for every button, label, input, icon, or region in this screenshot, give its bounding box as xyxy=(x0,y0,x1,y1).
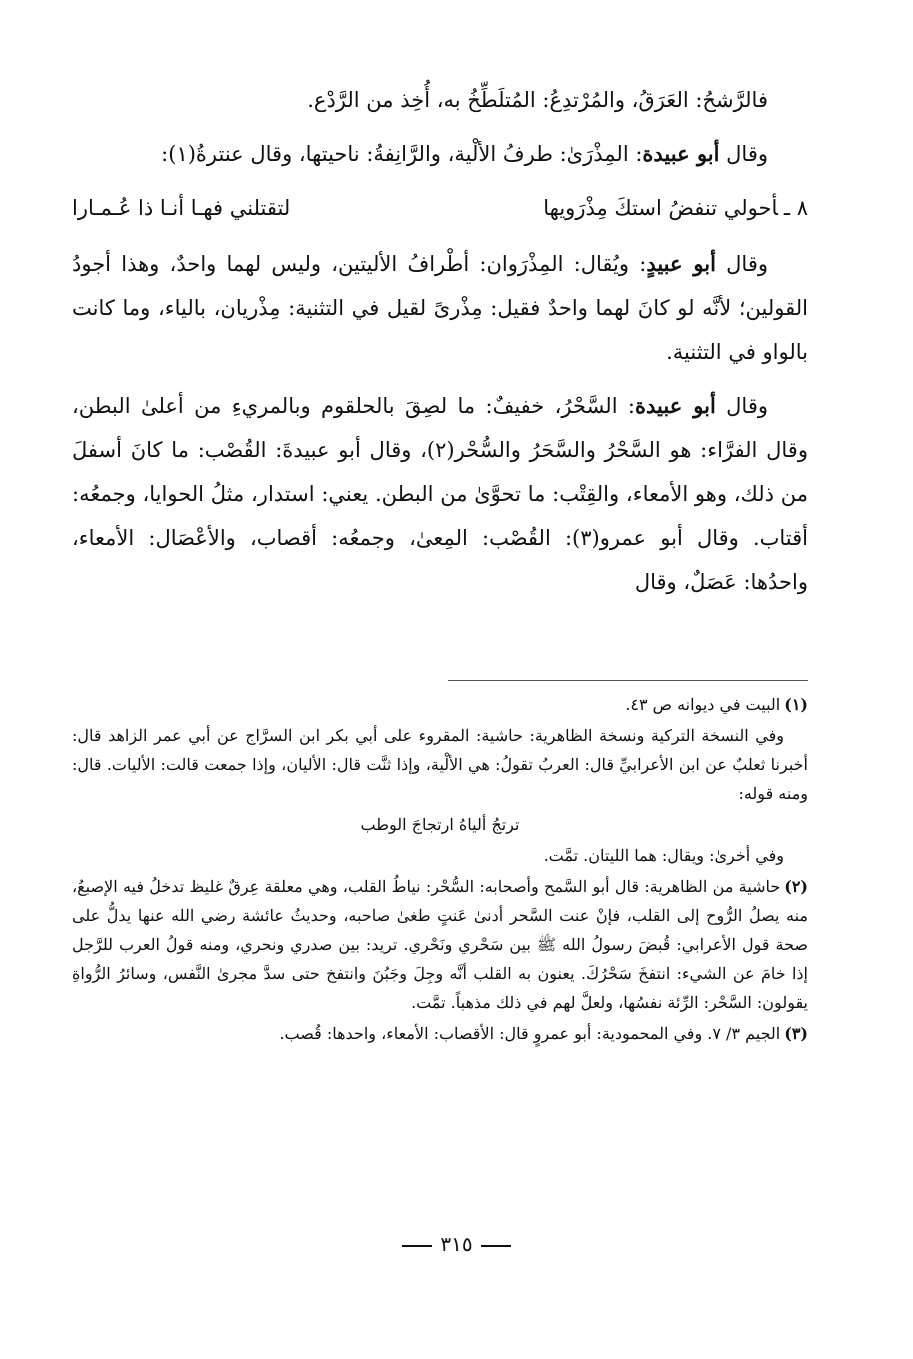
verse-number: ٨ ـ xyxy=(783,196,808,220)
footnote-text: الجيم ٣/ ٧. وفي المحمودية: أبو عمروٍ قال: الأقصاب: الأمعاء، واحدها: قُصب. xyxy=(279,1024,781,1043)
paragraph-text: فالرَّشحُ: العَرَقُ، والمُرْتدِعُ: المُتلَطِّخُ به، أُخِذ من الرَّدْع. xyxy=(307,88,768,112)
verse-first-hemistich xyxy=(543,186,808,230)
poetry-verse xyxy=(72,186,808,230)
footnote-1-continuation: وفي النسخة التركية ونسخة الظاهرية: حاشية: المقروء على أبي بكر ابن السرَّاج عن أبي عمر الزاهد قال: أخبرنا ثعلبٌ عن ابن الأعرابيِّ قال: العربُ تقولُ: هي الألْية، وإذا ثنَّت قال: الأليان، وإذا جمعت قالت: الأليات. قال: ومنه قوله: xyxy=(72,726,808,803)
footnote-verse: ترتجُ ألياهُ ارتجاجَ الوطب xyxy=(360,815,520,834)
footnote-number: (٢) xyxy=(784,877,808,896)
verse-second-hemistich: لتقتلني فهـا أنـا ذا عُـمـارا xyxy=(72,196,291,220)
page-number-dash xyxy=(402,1245,432,1247)
footnote-1-note: وفي أخرىٰ: ويقال: هما الليتان. تمَّت. xyxy=(543,846,784,865)
paragraph-text: : المِذْرَىٰ: طرفُ الألْية، والرَّانِفةُ: ناحيتها، وقال عنترةُ(١): xyxy=(161,142,643,166)
footnote-text: حاشية من الظاهرية: قال أبو السَّمح وأصحابه: السُّحْر: نياطُ القلب، وهي معلقة عِرقٌ غليظ تدخلُ فيه الإصبعُ، منه يصلُ الرُّوح إلى القلب، فإنْ عنت السَّحر أدنىٰ عَنتٍ طغىٰ صاحبه، وحديثُ عائشة رضي الله عنها يدلُّ على صحة قول الأعرابي: قُبضَ رسولُ الله ﷺ بين سَحْري ونَحْري. تريد: بين صدري ونحري، ومنه قولُ العرب للرَّجل إذا خامَ عن الشيء: انتفخَ سَحْرُكَ. يعنون به القلب أنَّه وجِلَ وجَبُنَ وانتفخ حتى سدَّ مجرىٰ النَّفس، وسائرُ الرُّواةِ يقولون: السَّحْر: الرِّئة نفسُها، ولعلَّ لهم في ذلك مذهباً. تمَّت. xyxy=(72,877,809,1012)
page-number-text: ٣١٥ xyxy=(440,1232,473,1256)
paragraph-lead: أبو عبيدة xyxy=(642,141,720,166)
paragraph-pre: وقال xyxy=(719,142,768,166)
paragraph-2 xyxy=(72,132,808,176)
footnote-number: (١) xyxy=(784,695,808,714)
paragraph-lead: أبو عبيدة xyxy=(635,393,716,418)
verse-first-text: أحولي تنفضُ استكَ مِذْرَويها xyxy=(543,196,778,220)
paragraph-pre: وقال xyxy=(715,394,768,418)
footnote-2 xyxy=(72,872,808,1017)
main-text xyxy=(72,78,808,614)
footnote-1 xyxy=(72,690,808,719)
paragraph-4 xyxy=(72,384,808,604)
footnote-text: البيت في ديوانه ص ٤٣. xyxy=(625,695,781,714)
footnote-divider xyxy=(448,680,808,681)
paragraph-lead: أبو عبيدٍ xyxy=(646,251,716,276)
page-number xyxy=(0,1232,913,1256)
paragraph-text: : ويُقال: المِذْرَوان: أطْرافُ الأليتين، وليس لهما واحدٌ، وهذا أجودُ القولين؛ لأنَّه لو كانَ لهما واحدٌ فقيل: مِذْرىً لقيل في التثنية: مِذْريان، بالياء، وما كانت بالواو في التثنية. xyxy=(72,252,808,364)
footnotes xyxy=(72,690,808,1050)
paragraph-1 xyxy=(72,78,808,122)
paragraph-text: : السَّحْرُ، خفيفٌ: ما لصِقَ بالحلقوم وبالمريءِ من أعلىٰ البطن، وقال الفرَّاء: هو السَّحْرُ والسَّحَرُ والسُّحْر(٢)، وقال أبو عبيدةَ: القُصْب: ما كانَ أسفلَ من ذلك، وهو الأمعاء، والقِتْب: ما تحوَّىٰ من البطن. يعني: استدار، مثلُ الحوايا، وجمعُه: أقتاب. وقال أبو عمرو(٣): القُصْب: المِعىٰ، وجمعُه: أقصاب، والأعْصَال: الأمعاء، واحدُها: عَصَلٌ، وقال xyxy=(72,394,808,594)
paragraph-3 xyxy=(72,242,808,374)
footnote-3 xyxy=(72,1019,808,1048)
page-number-dash xyxy=(481,1245,511,1247)
paragraph-pre: وقال xyxy=(715,252,768,276)
footnote-number: (٣) xyxy=(784,1024,808,1043)
